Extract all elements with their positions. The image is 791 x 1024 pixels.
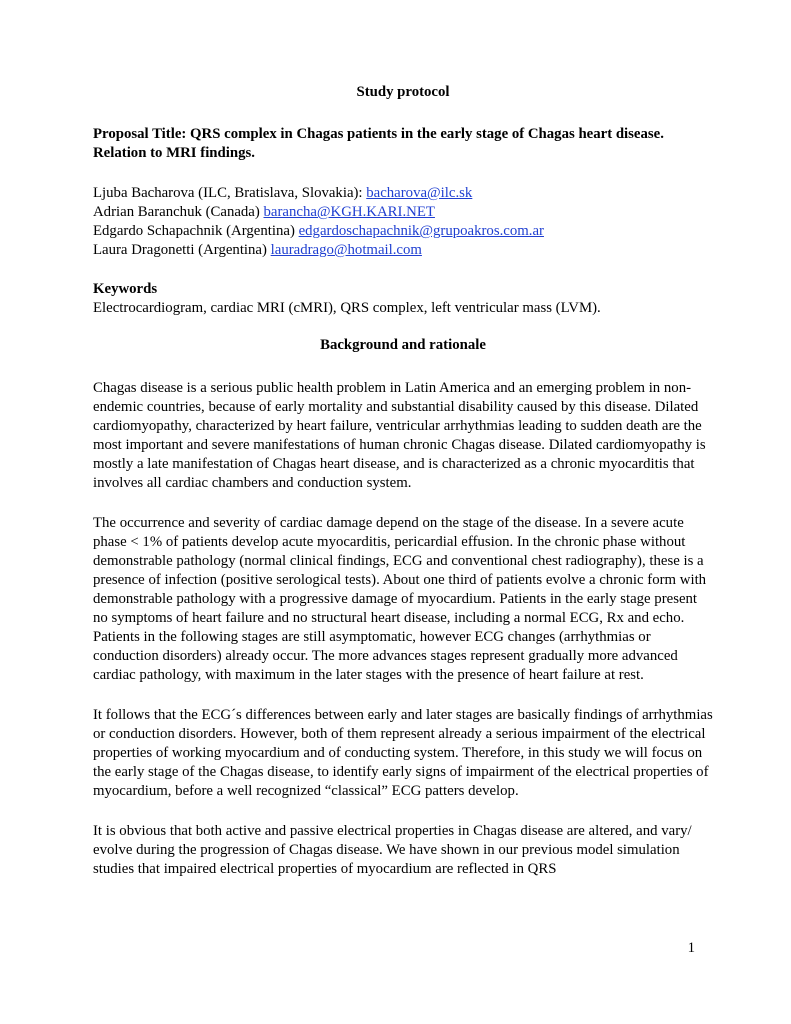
background-paragraph: It is obvious that both active and passive electrical properties in Chagas disease are altered, and vary/ evolve during the progression of Chagas disease. We have shown in our previous model simulation studies that impaired electrical properties of myocardium are reflected in QRS	[93, 823, 692, 877]
author-email-link[interactable]: barancha@KGH.KARI.NET	[263, 204, 435, 220]
author-email-link[interactable]: lauradrago@hotmail.com	[270, 242, 422, 258]
page-content	[93, 74, 713, 879]
author-email-link[interactable]: edgardoschapachnik@grupoakros.com.ar	[298, 223, 544, 239]
proposal-title	[93, 125, 713, 163]
author-line	[93, 241, 713, 260]
page-number: 1	[687, 940, 695, 956]
background-paragraph: The occurrence and severity of cardiac damage depend on the stage of the disease. In a severe acute phase < 1% of patients develop acute myocarditis, pericardial effusion. In the chronic phase without demonstrable pathology (normal clinical findings, ECG and conventional chest radiography), these is a presence of infection (positive serological tests). About one third of patients evolve a chronic form with demonstrable pathology with a progressive damage of myocardium. Patients in the early stage present no symptoms of heart failure and no structural heart disease, including a normal ECG, Rx and echo. Patients in the following stages are still asymptomatic, however ECG changes (arrhythmias or conduction disorders) already occur. The more advances stages represent gradually more advanced cardiac pathology, with maximum in the later stages with the presence of heart failure at rest.	[93, 515, 707, 683]
author-name: Ljuba Bacharova (ILC, Bratislava, Slovakia):	[93, 185, 367, 201]
proposal-title-label: Proposal Title:	[93, 126, 187, 142]
author-name: Edgardo Schapachnik (Argentina)	[93, 223, 299, 239]
keywords-text: Electrocardiogram, cardiac MRI (cMRI), QRS complex, left ventricular mass (LVM).	[93, 300, 601, 316]
background-paragraph: Chagas disease is a serious public health problem in Latin America and an emerging problem in non-endemic countries, because of early mortality and substantial disability caused by this disease. Dilated cardiomyopathy, characterized by heart failure, ventricular arrhythmias leading to sudden death are the most important and severe manifestations of human chronic Chagas disease. Dilated cardiomyopathy is mostly a late manifestation of Chagas heart disease, and is characterized as a chronic myocarditis that involves all cardiac chambers and conduction system.	[93, 380, 706, 491]
author-name: Laura Dragonetti (Argentina)	[93, 242, 271, 258]
proposal-title-text: QRS complex in Chagas patients in the early stage of Chagas heart disease. Relation to MRI findings.	[93, 126, 664, 161]
background-heading: Background and rationale	[320, 337, 486, 353]
author-list	[93, 184, 713, 260]
author-line	[93, 184, 713, 203]
document-heading: Study protocol	[356, 84, 450, 100]
author-line	[93, 203, 713, 222]
keywords-heading: Keywords	[93, 281, 158, 297]
author-line	[93, 222, 713, 241]
background-paragraph: It follows that the ECG´s differences between early and later stages are basically findings of arrhythmias or conduction disorders. However, both of them represent already a serious impairment of the electrical properties of working myocardium and of conducting system. Therefore, in this study we will focus on the early stage of the Chagas disease, to identify early signs of impairment of the electrical properties of myocardium, before a well recognized “classical” ECG patters develop.	[93, 707, 713, 799]
author-email-link[interactable]: bacharova@ilc.sk	[366, 185, 473, 201]
author-name: Adrian Baranchuk (Canada)	[93, 204, 264, 220]
